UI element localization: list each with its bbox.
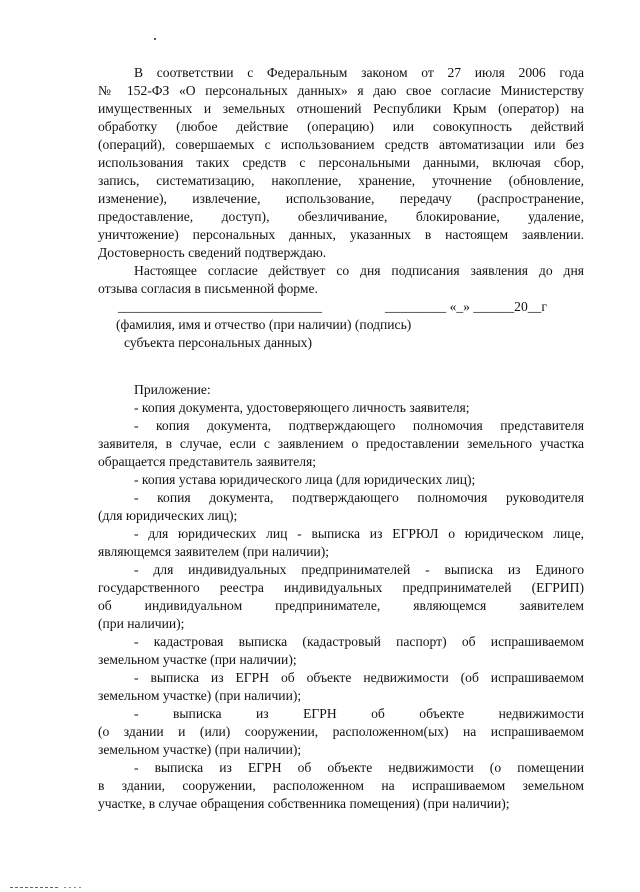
consent-validity-line: отзыва согласия в письменной форме.: [98, 281, 318, 296]
appendix-line: (о здании и (или) сооружении, расположенном(ых) на испрашиваемом: [98, 724, 584, 739]
appendix-line: - копия документа, удостоверяющего личность заявителя;: [134, 400, 470, 415]
appendix-line: - выписка из ЕГРН об объекте недвижимости (о помещении: [134, 760, 584, 775]
scan-speck: [154, 38, 156, 40]
appendix-line: заявителя, в случае, если с заявлением о предоставлении земельного участка: [98, 436, 584, 451]
appendix-line: - копия документа, подтверждающего полномочия представителя: [134, 418, 584, 433]
consent-line: использования таких средств с персональными данными, включая сбор,: [98, 155, 584, 170]
appendix-line: - выписка из ЕГРН об объекте недвижимости: [134, 706, 584, 721]
appendix-line: (для юридических лиц);: [98, 508, 238, 523]
consent-line: обработку (любое действие (операцию) или совокупность действий: [98, 119, 584, 134]
appendix-line: государственного реестра индивидуальных предпринимателей (ЕГРИП): [98, 580, 584, 595]
scan-artifact: [64, 887, 82, 888]
consent-line: имущественных и земельных отношений Республики Крым (оператор) на: [98, 101, 584, 116]
consent-line: уничтожение) персональных данных, указанных в настоящем заявлении.: [98, 227, 584, 242]
appendix-title: Приложение:: [134, 382, 211, 397]
appendix-line: в здании, сооружении, расположенном на испрашиваемом земельном: [98, 778, 584, 793]
appendix-line: - для индивидуальных предпринимателей - выписка из Единого: [134, 562, 584, 577]
consent-line: изменение), извлечение, использование, передачу (распространение,: [98, 191, 584, 206]
scan-artifact: [10, 887, 58, 888]
appendix-line: - выписка из ЕГРН об объекте недвижимости (об испрашиваемом: [134, 670, 584, 685]
signature-caption: субъекта персональных данных): [124, 335, 312, 350]
appendix-line: (при наличии);: [98, 616, 185, 631]
name-blank: ______________________________: [118, 299, 322, 314]
consent-line: предоставление, доступ), обезличивание, блокирование, удаление,: [98, 209, 584, 224]
date-blank: _________ «_» ______20__г: [385, 299, 547, 314]
consent-line: Достоверность сведений подтверждаю.: [98, 245, 327, 260]
appendix-line: земельном участке (при наличии);: [98, 652, 297, 667]
consent-line: № 152-ФЗ «О персональных данных» я даю свое согласие Министерству: [98, 83, 584, 98]
consent-line: запись, систематизацию, накопление, хранение, уточнение (обновление,: [98, 173, 584, 188]
appendix-line: - для юридических лиц - выписка из ЕГРЮЛ о юридическом лице,: [134, 526, 584, 541]
appendix-line: земельном участке) (при наличии);: [98, 742, 302, 757]
appendix-line: обращается представитель заявителя;: [98, 454, 317, 469]
appendix-line: земельном участке) (при наличии);: [98, 688, 302, 703]
appendix-line: являющемся заявителем (при наличии);: [98, 544, 330, 559]
consent-line: В соответствии с Федеральным законом от 27 июля 2006 года: [134, 65, 584, 80]
appendix-line: участке, в случае обращения собственника помещения) (при наличии);: [98, 796, 510, 811]
appendix-line: - кадастровая выписка (кадастровый паспорт) об испрашиваемом: [134, 634, 584, 649]
consent-line: (операций), совершаемых с использованием средств автоматизации или без: [98, 137, 584, 152]
consent-validity-line: Настоящее согласие действует со дня подписания заявления до дня: [134, 263, 584, 278]
appendix-line: - копия устава юридического лица (для юридических лиц);: [134, 472, 476, 487]
appendix-line: об индивидуальном предпринимателе, являющемся заявителем: [98, 598, 584, 613]
appendix-line: - копия документа, подтверждающего полномочия руководителя: [134, 490, 584, 505]
signature-caption: (фамилия, имя и отчество (при наличии) (подпись): [116, 317, 412, 332]
